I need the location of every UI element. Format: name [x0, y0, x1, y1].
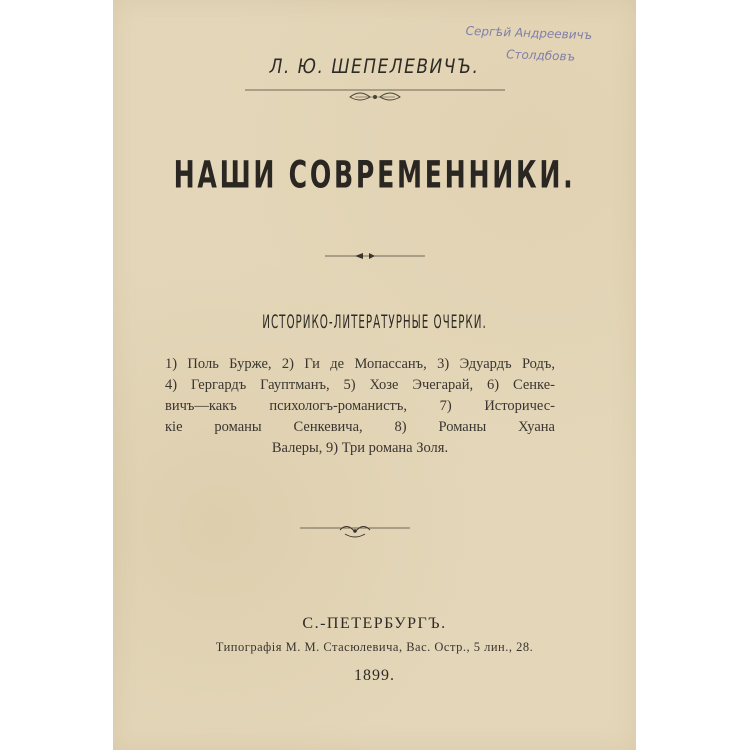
publication-city: С.-ПЕТЕРБУРГЪ.	[302, 615, 447, 632]
printer-imprint: Типографія М. М. Стасюлевича, Вас. Остр., 5 лин., 28.	[215, 640, 534, 654]
book-title: НАШИ СОВРЕМЕННИКИ.	[173, 152, 576, 197]
stamp-line-1: Сергѣй Андреевичъ	[465, 23, 593, 43]
middle-ornament	[325, 250, 425, 262]
stamp-line-2: Столдбовъ	[505, 47, 576, 64]
top-ornament-rule	[245, 85, 505, 105]
book-subtitle: ИСТОРИКО-ЛИТЕРАТУРНЫЕ ОЧЕРКИ.	[262, 312, 487, 334]
contents-line: кіе романы Сенкевича, 8) Романы Хуана	[165, 419, 555, 435]
publication-year: 1899.	[354, 667, 395, 684]
contents-line: 1) Поль Бурже, 2) Ги де Мопассанъ, 3) Эдуардъ Родъ,	[165, 356, 555, 372]
lower-ornament-rule	[300, 520, 410, 542]
contents-line: Валеры, 9) Три романа Золя.	[271, 440, 449, 456]
contents-line: вичъ—какъ психологъ-романистъ, 7) Историчес-	[165, 398, 555, 414]
contents-list	[165, 354, 555, 459]
contents-line: 4) Гергардъ Гауптманъ, 5) Хозе Эчегарай, 6) Сенке-	[165, 377, 555, 393]
author-name: Л. Ю. ШЕПЕЛЕВИЧЪ.	[269, 55, 480, 79]
